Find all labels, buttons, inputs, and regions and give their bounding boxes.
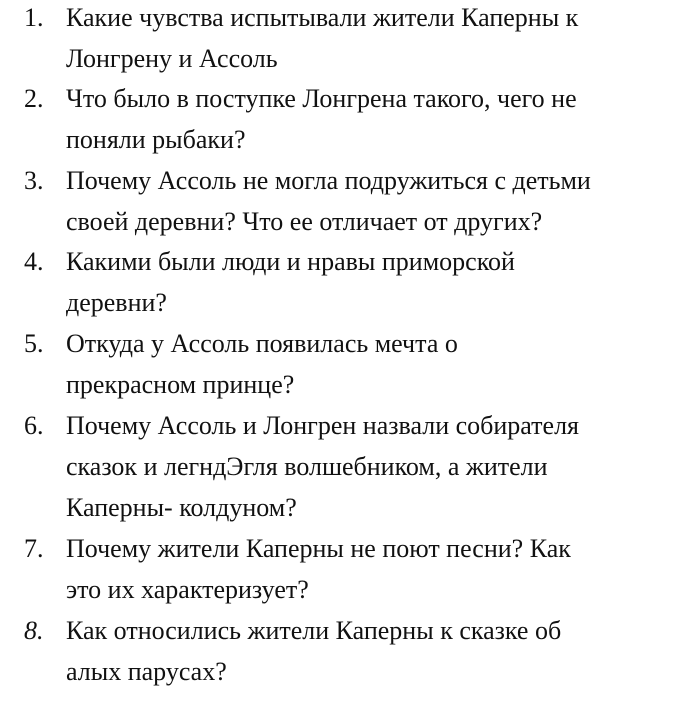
question-number: 4. [24,247,44,276]
question-text: Что было в поступке Лонгрена такого, чего не поняли рыбаки? [66,84,577,154]
question-number: 3. [24,166,44,195]
question-text: Как относились жители Каперны к сказке об алых парусах? [66,616,562,686]
question-text: Откуда у Ассоль появилась мечта о прекрасном принце? [66,329,458,399]
question-number: 1. [24,3,44,32]
question-text: Какие чувства испытывали жители Каперны к Лонгрену и Ассоль [66,3,579,73]
question-number: 2. [24,84,44,113]
question-number: 7. [24,534,44,563]
question-text: Почему жители Каперны не поют песни? Как это их характеризует? [66,534,571,604]
question-text: Какими были люди и нравы приморской деревни? [66,247,515,317]
question-number: 5. [24,329,44,358]
question-text: Почему Ассоль и Лонгрен назвали собирателя сказок и легндЭгля волшебником, а жители Каперны- колдуном? [66,411,580,522]
question-number: 6. [24,411,44,440]
question-text: Почему Ассоль не могла подружиться с детьми своей деревни? Что ее отличает от других? [66,166,591,236]
question-number: 8. [24,616,44,645]
